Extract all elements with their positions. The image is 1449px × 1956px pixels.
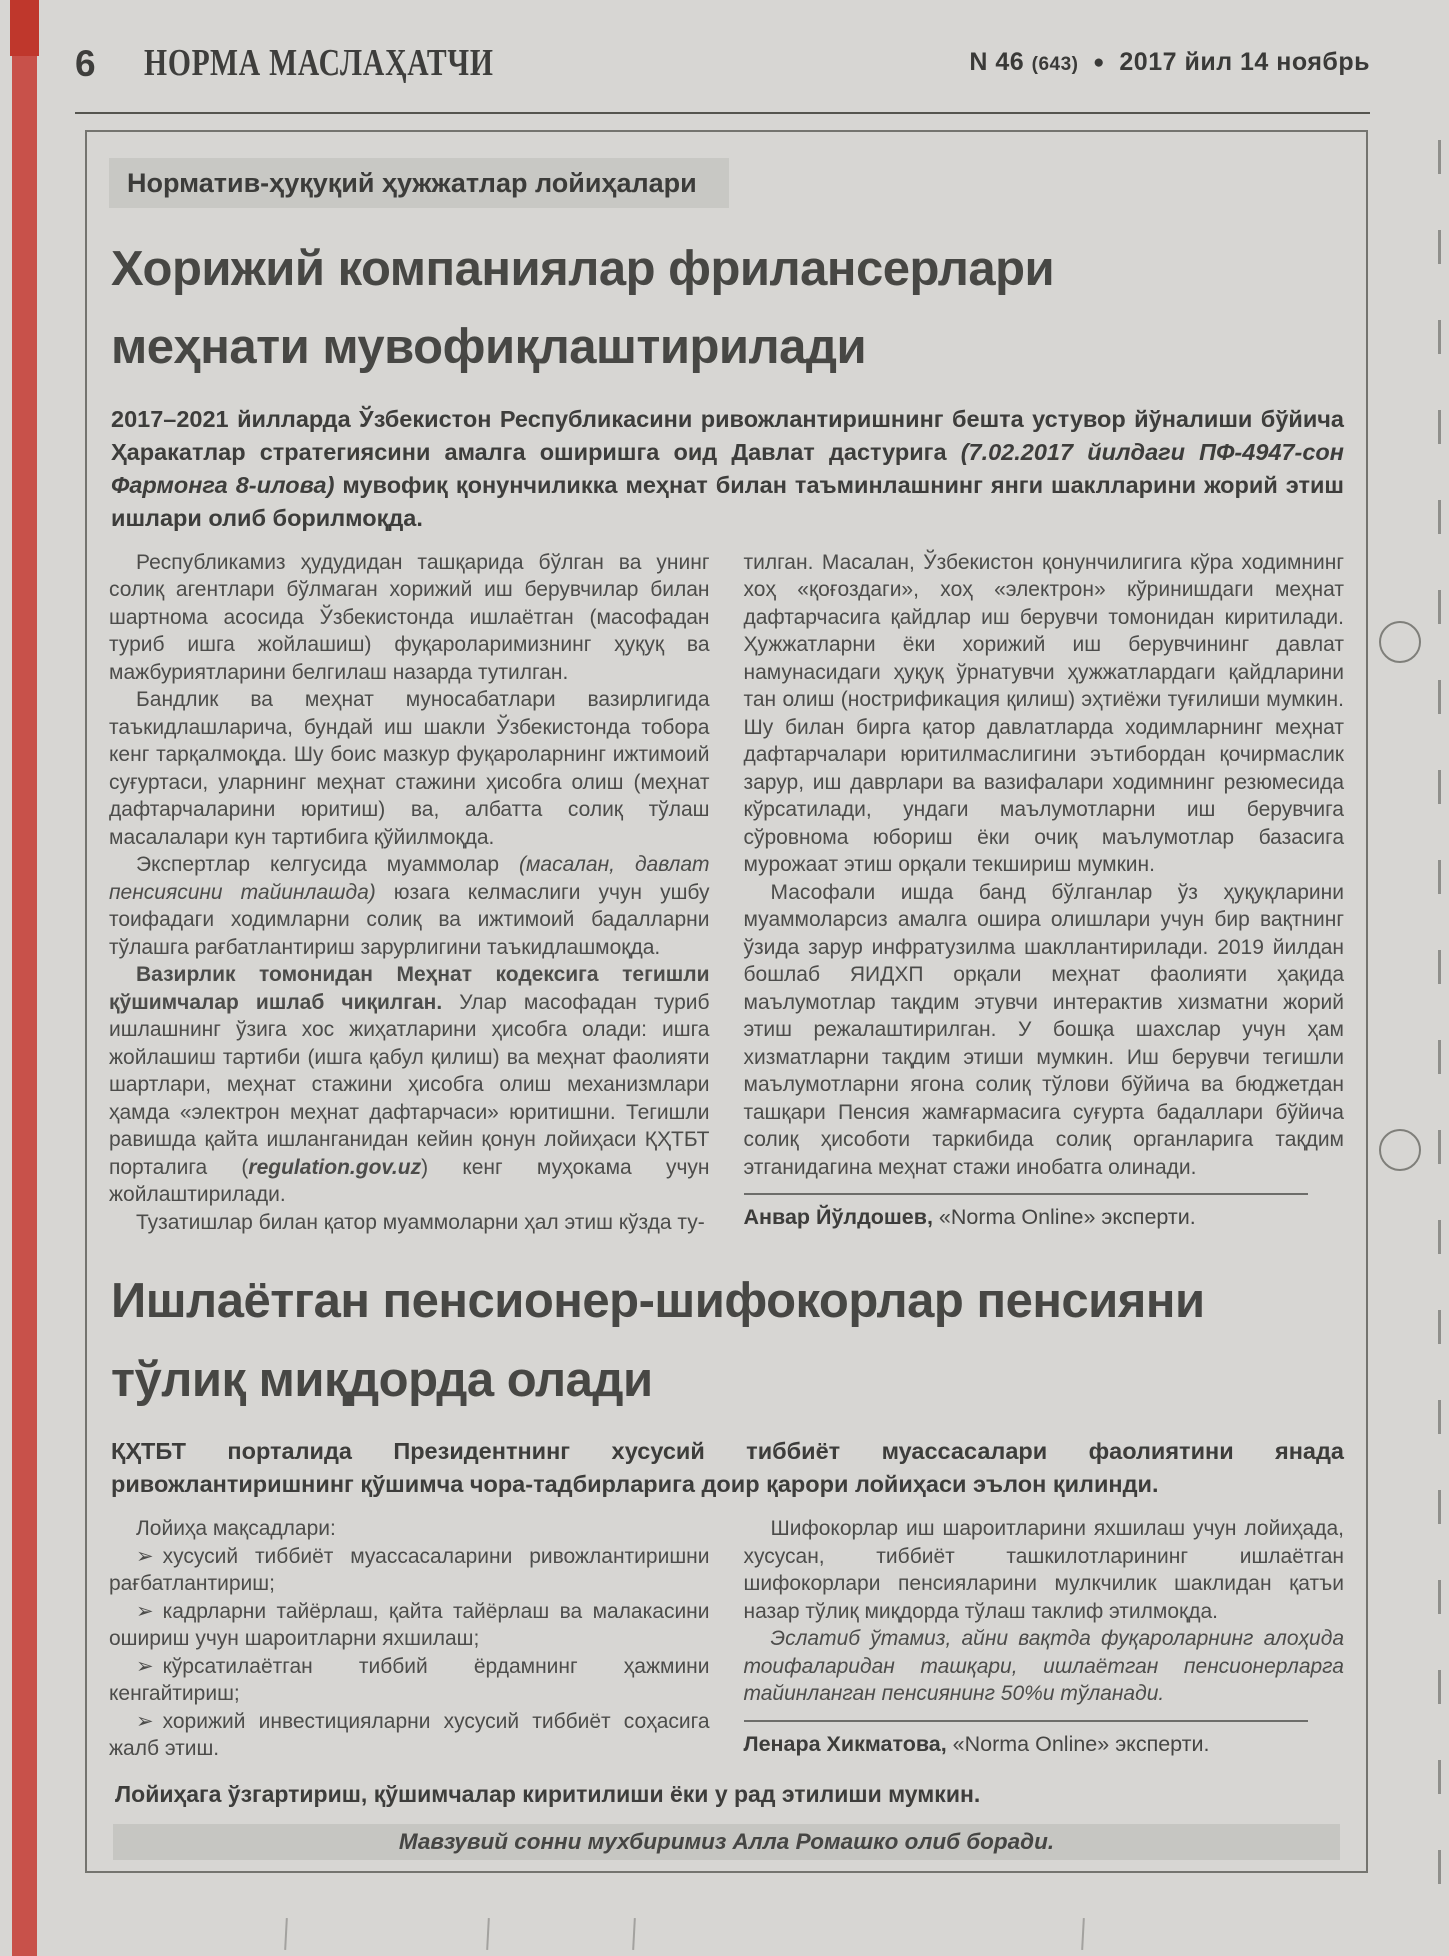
paragraph xyxy=(109,961,710,1209)
header-divider xyxy=(75,112,1370,114)
lead-segment: 2017–2021 йилларда Ўзбекистон Республикасини ривожлантиришнинг бешта устувор йўналиши бўйича Ҳаракатлар стратегиясини амалга оширишга оид Давлат дастурига xyxy=(111,405,1344,465)
author-name: Ленара Хикматова, xyxy=(743,1731,947,1756)
paragraph xyxy=(109,851,710,961)
page-number: 6 xyxy=(75,43,96,84)
portal-url-text: regulation.gov.uz xyxy=(248,1155,422,1179)
article1-right-column xyxy=(744,549,1345,1237)
article1-title-line2: меҳнати мувофиқлаштирилади xyxy=(111,320,867,375)
article1-title-line1: Хорижий компаниялар фрилансерлари xyxy=(111,242,1055,296)
project-note: Лойиҳага ўзгартириш, қўшимчалар киритилиши ёки у рад этилиши мумкин. xyxy=(115,1780,981,1807)
bottom-fold-mark xyxy=(632,1918,636,1950)
masthead-group xyxy=(75,44,592,82)
article2-right-column xyxy=(744,1515,1345,1763)
reminder-paragraph: Эслатиб ўтамиз, айни вақтда фуқароларнинг алоҳида тоифаларидан ташқари, ишлаётган пенсионерларга тайинланган пенсиянинг 50%и тўланади. xyxy=(743,1627,1344,1706)
author-name: Анвар Йўлдошев, xyxy=(743,1205,933,1230)
list-item xyxy=(109,1598,710,1653)
bottom-fold-mark xyxy=(1081,1918,1085,1950)
list-intro: Лойиҳа мақсадлари: xyxy=(136,1517,336,1541)
fold-dash-marks xyxy=(1438,140,1441,1940)
author-title: «Norma Online» эксперти. xyxy=(932,1205,1196,1230)
list-item-text: хорижий инвестицияларни хусусий тиббиёт соҳасига жалб этиш. xyxy=(109,1709,710,1761)
paragraph: Республикамиз ҳудудидан ташқарида бўлган ва унинг солиқ агентлари бўлмаган хорижий иш берувчилар билан шартнома асосида Ўзбекистонда ишлаётган (масофадан туриб ишга жойлашиш) фуқароларимизнинг ҳуқуқ ва мажбуриятларини белгилаш назарда тутилган. xyxy=(109,550,710,684)
punch-hole-circle xyxy=(1379,621,1421,663)
arrow-bullet-icon: ➢ xyxy=(136,1599,154,1623)
bold-segment: Вазирлик томонидан Меҳнат кодексига тегишли қўшимчалар ишлаб чиқилган. xyxy=(109,963,710,1014)
list-item xyxy=(109,1543,710,1598)
content-box xyxy=(85,130,1368,1873)
article2-columns xyxy=(109,1515,1344,1763)
paragraph: Масофали ишда банд бўлганлар ўз ҳуқуқларини муаммоларсиз амалга ошира олишлари учун бир вақтнинг ўзида зарур инфратузилма шакллантирилади. 2019 йилдан бошлаб ЯИДХП орқали меҳнат фаолияти ҳақида маълумотлар тақдим этувчи интерактив хизматни жорий этиш режалаштирилган. У бошқа шахслар учун ҳам хизматларни тақдим этиши мумкин. Иш берувчи тегишли маълумотларни ягона солиқ тўлови бўйича ва бюджетдан ташқари Пенсия жамғармасига суғурта бадаллари бўйича солиқ ҳисоботи таркибида солиқ органларига тақдим этганидагина меҳнат стажи инобатга олинади. xyxy=(743,880,1344,1179)
issue-number-paren: (643) xyxy=(1031,54,1079,75)
lead-segment: мувофиқ қонунчиликка меҳнат билан таъминлашнинг янги шаклларини жорий этиш ишлари олиб борилмоқда. xyxy=(111,471,1345,531)
lead-italic-segment: (7.02.2017 йилдаги ПФ-4947-сон Фармонга 8-илова) xyxy=(111,438,1344,498)
issue-date: 2017 йил 14 ноябрь xyxy=(1119,48,1370,76)
article2-left-column xyxy=(109,1515,710,1763)
arrow-bullet-icon: ➢ xyxy=(136,1654,154,1678)
article2-lead: ҚҲТБТ порталида Президентнинг хусусий тиббиёт муассасалари фаолиятини янада ривожлантиришнинг қўшимча чора-тадбирларига доир қарори лойиҳаси эълон қилинди. xyxy=(111,1438,1344,1498)
text-segment: Экспертлар келгусида муаммолар xyxy=(136,853,520,877)
bullet-separator-icon: ● xyxy=(1092,52,1105,73)
page-header xyxy=(75,44,1370,82)
article1-byline xyxy=(744,1205,1345,1230)
article2-title xyxy=(111,1262,1344,1419)
text-segment: юзага келмаслиги учун ушбу тоифадаги ходимларни солиқ ва ижтимоий бадалларни тўлашга рағбатлантириш зарурлигини таъкидлашмоқда. xyxy=(109,880,710,959)
punch-hole-circle xyxy=(1379,1129,1421,1171)
arrow-bullet-icon: ➢ xyxy=(136,1709,154,1733)
left-margin-red-strip xyxy=(12,0,37,1956)
list-item-text: кадрларни тайёрлаш, қайта тайёрлаш ва малакасини ошириш учун шароитларни яхшилаш; xyxy=(109,1599,710,1651)
footer-text: Мавзувий сонни мухбиримиз Алла Ромашко олиб боради. xyxy=(398,1828,1055,1854)
bottom-fold-mark xyxy=(284,1918,288,1950)
list-item-text: кўрсатилаётган тиббий ёрдамнинг ҳажмини кенгайтириш; xyxy=(109,1654,710,1706)
author-divider xyxy=(744,1193,1308,1195)
arrow-bullet-icon: ➢ xyxy=(136,1544,154,1568)
article1-left-column xyxy=(109,549,710,1237)
issue-info xyxy=(969,48,1370,82)
article2-byline xyxy=(744,1732,1345,1757)
paragraph: Тузатишлар билан қатор муаммоларни ҳал этиш кўзда ту- xyxy=(136,1210,705,1234)
article1-title xyxy=(111,230,1344,387)
article1-lead xyxy=(111,403,1344,535)
list-item-text: хусусий тиббиёт муассасаларини ривожлантиришни рағбатлантириш; xyxy=(109,1544,710,1596)
text-segment: Улар масофадан туриб ишлашнинг ўзига хос жиҳатларини ҳисобга олади: ишга жойлашиш тартиби (ишга қабул қилиш) ва меҳнат фаолияти шартлари, меҳнат стажини ҳисобга олиш механизмлари ҳамда «электрон меҳнат дафтарчаси» юритишни. Тегишли равишда қайта ишланганидан кейин қонун лойиҳаси ҚҲТБТ порталига ( xyxy=(109,990,710,1179)
newspaper-masthead: НОРМА МАСЛАҲАТЧИ xyxy=(143,42,494,84)
section-label-text: Норматив-ҳуқуқий ҳужжатлар лойиҳалари xyxy=(127,167,697,198)
text-segment: ) кенг муҳокама учун жойлаштирилади. xyxy=(109,1155,710,1207)
article2-title-line2: тўлиқ миқдорда олади xyxy=(111,1352,653,1407)
paragraph: Бандлик ва меҳнат муносабатлари вазирлигида таъкидлашларича, бундай иш шакли Ўзбекистонда тобора кенг тарқалмоқда. Шу боис мазкур фуқароларнинг ижтимоий суғуртаси, уларнинг меҳнат стажини ҳисобга олиш (меҳнат дафтарчаларини юритиш) ва, албатта солиқ тўлаш масалалари кун тартибига қўйилмоқда. xyxy=(109,688,710,849)
bottom-fold-mark xyxy=(486,1918,490,1950)
section-label xyxy=(109,158,729,208)
author-title: «Norma Online» эксперти. xyxy=(946,1731,1210,1756)
left-margin-red-cap xyxy=(10,0,39,56)
italic-segment: (масалан, давлат пенсиясини тайинлашда) xyxy=(109,853,710,904)
list-item xyxy=(109,1708,710,1763)
issue-number: N 46 xyxy=(969,48,1025,76)
footer-bar xyxy=(113,1824,1340,1860)
paragraph: тилган. Масалан, Ўзбекистон қонунчилигига кўра ходимнинг хоҳ «қоғоздаги», хоҳ «электрон» кўринишдаги меҳнат дафтарчасига қайдлар иш берувчи томонидан киритилади. Ҳужжатларни ёки хорижий иш берувчининг давлат намунасидаги ҳуқуқ ўрнатувчи ҳужжатлардаги қайдларини тан олиш (нострификация қилиш) эҳтиёжи туғилиши мумкин. Шу билан бирга қатор давлатларда ходимларнинг меҳнат дафтарчалари юритилмаслигини эътибордан қочирмаслик зарур, иш даврлари ва вазифалари ходимнинг резюмесида кўрсатилади, ундаги маълумотларни иш берувчига сўровнома юбориш ёки очиқ маълумотлар базасига мурожаат этиш орқали текшириш мумкин. xyxy=(743,550,1344,877)
paragraph: Шифокорлар иш шароитларини яхшилаш учун лойиҳада, хусусан, тиббиёт ташкилотларининг ишлаётган шифокорлари пенсияларини мулкчилик шаклидан қатъи назар тўлиқ миқдорда тўлаш таклиф этилмоқда. xyxy=(743,1517,1344,1623)
article2-title-line1: Ишлаётган пенсионер-шифокорлар пенсияни xyxy=(111,1274,1205,1329)
list-item xyxy=(109,1653,710,1708)
author-divider xyxy=(744,1720,1308,1722)
article1-columns xyxy=(109,549,1344,1237)
